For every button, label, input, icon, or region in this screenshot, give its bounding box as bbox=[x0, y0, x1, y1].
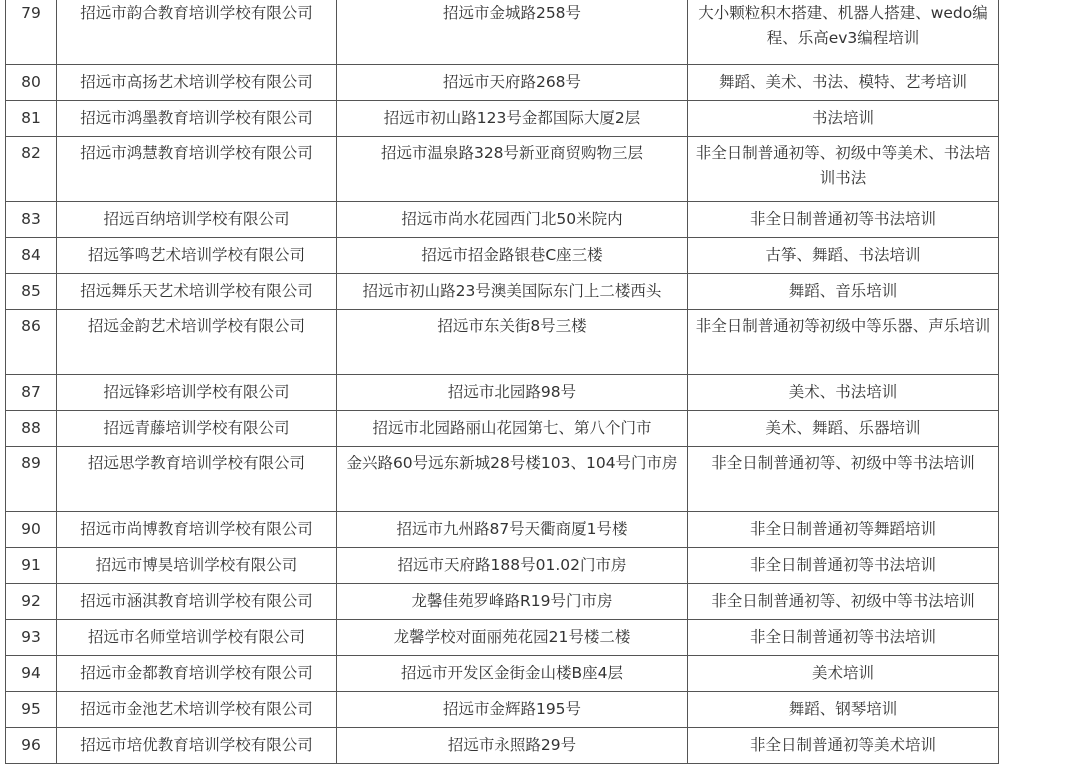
row-number: 96 bbox=[6, 728, 57, 764]
training-scope: 非全日制普通初等舞蹈培训 bbox=[688, 512, 999, 548]
school-address: 招远市尚水花园西门北50米院内 bbox=[337, 202, 688, 238]
training-scope: 古筝、舞蹈、书法培训 bbox=[688, 238, 999, 274]
school-address: 招远市天府路188号01.02门市房 bbox=[337, 548, 688, 584]
school-address: 龙馨学校对面丽苑花园21号楼二楼 bbox=[337, 620, 688, 656]
row-number: 83 bbox=[6, 202, 57, 238]
school-name: 招远市鸿慧教育培训学校有限公司 bbox=[57, 137, 337, 202]
table-row bbox=[6, 656, 1074, 692]
table-row bbox=[6, 65, 1074, 101]
table-gutter bbox=[999, 512, 1074, 548]
school-address: 招远市北园路98号 bbox=[337, 375, 688, 411]
row-number: 87 bbox=[6, 375, 57, 411]
school-address: 招远市招金路银巷C座三楼 bbox=[337, 238, 688, 274]
row-number: 91 bbox=[6, 548, 57, 584]
row-number: 88 bbox=[6, 411, 57, 447]
table-row bbox=[6, 411, 1074, 447]
table-row bbox=[6, 728, 1074, 764]
training-scope: 非全日制普通初等书法培训 bbox=[688, 620, 999, 656]
school-name: 招远市高扬艺术培训学校有限公司 bbox=[57, 65, 337, 101]
training-scope: 美术、书法培训 bbox=[688, 375, 999, 411]
training-scope: 美术培训 bbox=[688, 656, 999, 692]
row-number: 95 bbox=[6, 692, 57, 728]
school-name: 招远市涵淇教育培训学校有限公司 bbox=[57, 584, 337, 620]
table-row bbox=[6, 447, 1074, 512]
table-row bbox=[6, 274, 1074, 310]
row-number: 85 bbox=[6, 274, 57, 310]
table-gutter bbox=[999, 584, 1074, 620]
row-number: 79 bbox=[6, 0, 57, 65]
school-name: 招远市尚博教育培训学校有限公司 bbox=[57, 512, 337, 548]
school-name: 招远市培优教育培训学校有限公司 bbox=[57, 728, 337, 764]
school-address: 龙馨佳苑罗峰路R19号门市房 bbox=[337, 584, 688, 620]
table-gutter bbox=[999, 0, 1074, 65]
training-scope: 大小颗粒积木搭建、机器人搭建、wedo编程、乐高ev3编程培训 bbox=[688, 0, 999, 65]
row-number: 86 bbox=[6, 310, 57, 375]
training-scope: 美术、舞蹈、乐器培训 bbox=[688, 411, 999, 447]
school-address: 招远市东关街8号三楼 bbox=[337, 310, 688, 375]
table-gutter bbox=[999, 274, 1074, 310]
table-gutter bbox=[999, 620, 1074, 656]
training-scope: 非全日制普通初等、初级中等美术、书法培训书法 bbox=[688, 137, 999, 202]
school-address: 金兴路60号远东新城28号楼103、104号门市房 bbox=[337, 447, 688, 512]
table-gutter bbox=[999, 101, 1074, 137]
row-number: 81 bbox=[6, 101, 57, 137]
school-name: 招远市韵合教育培训学校有限公司 bbox=[57, 0, 337, 65]
row-number: 90 bbox=[6, 512, 57, 548]
school-address: 招远市温泉路328号新亚商贸购物三层 bbox=[337, 137, 688, 202]
table-row bbox=[6, 238, 1074, 274]
school-name: 招远市鸿墨教育培训学校有限公司 bbox=[57, 101, 337, 137]
school-name: 招远市博昊培训学校有限公司 bbox=[57, 548, 337, 584]
row-number: 92 bbox=[6, 584, 57, 620]
school-name: 招远思学教育培训学校有限公司 bbox=[57, 447, 337, 512]
table-gutter bbox=[999, 656, 1074, 692]
table-gutter bbox=[999, 375, 1074, 411]
school-name: 招远百纳培训学校有限公司 bbox=[57, 202, 337, 238]
training-scope: 非全日制普通初等初级中等乐器、声乐培训 bbox=[688, 310, 999, 375]
school-address: 招远市初山路23号澳美国际东门上二楼西头 bbox=[337, 274, 688, 310]
training-scope: 非全日制普通初等美术培训 bbox=[688, 728, 999, 764]
training-scope: 非全日制普通初等书法培训 bbox=[688, 202, 999, 238]
training-scope: 舞蹈、美术、书法、模特、艺考培训 bbox=[688, 65, 999, 101]
training-scope: 非全日制普通初等、初级中等书法培训 bbox=[688, 447, 999, 512]
table-row bbox=[6, 137, 1074, 202]
table-gutter bbox=[999, 65, 1074, 101]
row-number: 80 bbox=[6, 65, 57, 101]
table-gutter bbox=[999, 728, 1074, 764]
table-row bbox=[6, 584, 1074, 620]
school-name: 招远锋彩培训学校有限公司 bbox=[57, 375, 337, 411]
training-scope: 非全日制普通初等、初级中等书法培训 bbox=[688, 584, 999, 620]
row-number: 89 bbox=[6, 447, 57, 512]
school-address: 招远市天府路268号 bbox=[337, 65, 688, 101]
school-name: 招远市金池艺术培训学校有限公司 bbox=[57, 692, 337, 728]
training-scope: 书法培训 bbox=[688, 101, 999, 137]
table-row bbox=[6, 202, 1074, 238]
school-name: 招远青藤培训学校有限公司 bbox=[57, 411, 337, 447]
table-row bbox=[6, 101, 1074, 137]
school-name: 招远舞乐天艺术培训学校有限公司 bbox=[57, 274, 337, 310]
table-gutter bbox=[999, 692, 1074, 728]
table-gutter bbox=[999, 238, 1074, 274]
school-list-table bbox=[5, 0, 1074, 764]
table-row bbox=[6, 692, 1074, 728]
training-scope: 非全日制普通初等书法培训 bbox=[688, 548, 999, 584]
school-address: 招远市开发区金街金山楼B座4层 bbox=[337, 656, 688, 692]
school-name: 招远筝鸣艺术培训学校有限公司 bbox=[57, 238, 337, 274]
training-scope: 舞蹈、钢琴培训 bbox=[688, 692, 999, 728]
training-scope: 舞蹈、音乐培训 bbox=[688, 274, 999, 310]
table-row bbox=[6, 310, 1074, 375]
table-gutter bbox=[999, 548, 1074, 584]
school-name: 招远金韵艺术培训学校有限公司 bbox=[57, 310, 337, 375]
table-gutter bbox=[999, 137, 1074, 202]
school-list-table-wrapper bbox=[5, 0, 1075, 764]
row-number: 84 bbox=[6, 238, 57, 274]
table-row bbox=[6, 620, 1074, 656]
school-name: 招远市名师堂培训学校有限公司 bbox=[57, 620, 337, 656]
row-number: 93 bbox=[6, 620, 57, 656]
table-gutter bbox=[999, 411, 1074, 447]
row-number: 82 bbox=[6, 137, 57, 202]
school-address: 招远市金辉路195号 bbox=[337, 692, 688, 728]
table-gutter bbox=[999, 202, 1074, 238]
row-number: 94 bbox=[6, 656, 57, 692]
school-address: 招远市北园路丽山花园第七、第八个门市 bbox=[337, 411, 688, 447]
school-address: 招远市初山路123号金都国际大厦2层 bbox=[337, 101, 688, 137]
table-row bbox=[6, 375, 1074, 411]
table-row bbox=[6, 512, 1074, 548]
table-gutter bbox=[999, 447, 1074, 512]
table-row bbox=[6, 548, 1074, 584]
school-address: 招远市金城路258号 bbox=[337, 0, 688, 65]
school-address: 招远市永照路29号 bbox=[337, 728, 688, 764]
school-name: 招远市金都教育培训学校有限公司 bbox=[57, 656, 337, 692]
table-row bbox=[6, 0, 1074, 65]
table-gutter bbox=[999, 310, 1074, 375]
school-address: 招远市九州路87号天衢商厦1号楼 bbox=[337, 512, 688, 548]
